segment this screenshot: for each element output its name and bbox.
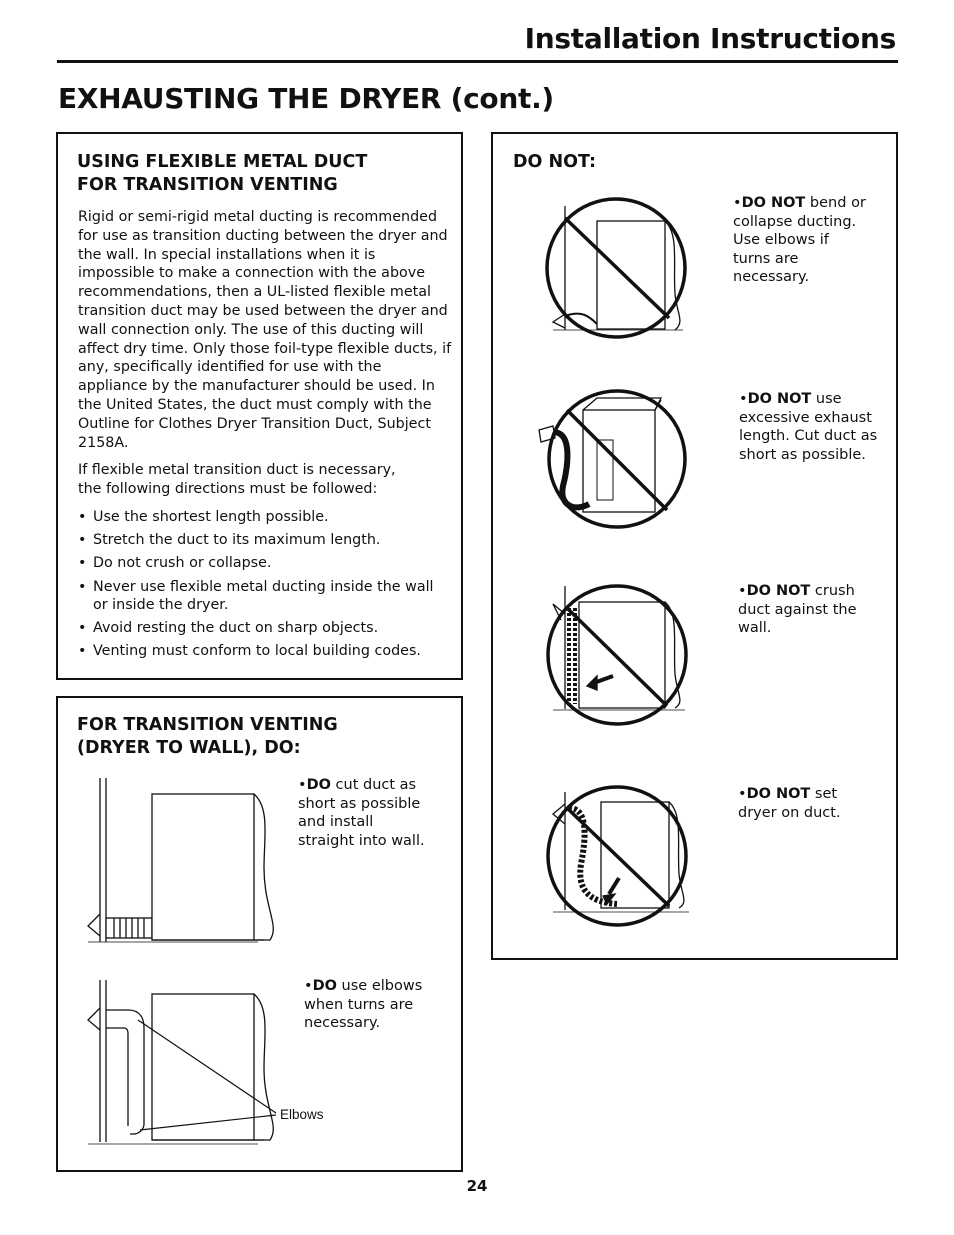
- page-header-title: Installation Instructions: [524, 22, 896, 55]
- page-number: 24: [466, 1177, 488, 1195]
- do-item-2: •DO use elbows when turns are necessary.: [304, 978, 423, 1032]
- do-not-item-1-text: bend or collapse ducting. Use elbows if turns are necessary.: [733, 195, 866, 286]
- flex-duct-paragraph-1: Rigid or semi-rigid metal ducting is recommended for use as transition ducting between the dryer and the wall. In special installations when it is impossible to make a connection with the above recommendations, then a UL-listed flexible metal transition duct may be used between the dryer and wall connection only. The use of this ducting will affect dry time. Only those foil-type flexible ducts, if any, specifically identified for use with the appliance by the manufacturer should be used. In the United States, the duct must comply with the Outline for Clothes Dryer Transition Duct, Subject 2158A.: [78, 209, 452, 451]
- do-not-item-2-text: use excessive exhaust length. Cut duct as short as possible.: [739, 391, 878, 463]
- flex-duct-box: [56, 132, 463, 680]
- do-not-item-4: •DO NOT set dryer on duct.: [738, 786, 841, 821]
- do-not-item-2: •DO NOT use excessive exhaust length. Cut duct as short as possible.: [739, 391, 878, 463]
- do-not-heading: DO NOT:: [513, 152, 596, 172]
- do-not-item-1-label: DO NOT: [741, 195, 806, 211]
- do-box-heading-line1: FOR TRANSITION VENTING: [77, 715, 338, 735]
- do-item-1: •DO cut duct as short as possible and install straight into wall.: [298, 777, 425, 849]
- elbows-label: Elbows: [280, 1107, 324, 1122]
- do-not-item-3-text: crush duct against the wall.: [738, 583, 857, 637]
- do-not-item-3-label: DO NOT: [746, 583, 811, 599]
- flex-duct-heading: [77, 151, 367, 197]
- do-not-item-3: •DO NOT crush duct against the wall.: [738, 583, 857, 637]
- header-rule: [57, 60, 898, 63]
- do-not-item-4-text: set dryer on duct.: [738, 786, 841, 821]
- do-item-1-label: DO: [306, 777, 331, 793]
- do-item-2-text: use elbows when turns are necessary.: [304, 978, 423, 1032]
- do-box-heading-line2: (DRYER TO WALL), DO:: [77, 738, 301, 758]
- flex-duct-heading-line2: FOR TRANSITION VENTING: [77, 175, 338, 195]
- list-item: • Stretch the duct to its maximum length.: [78, 531, 448, 549]
- do-box: [56, 696, 463, 1172]
- do-not-item-2-label: DO NOT: [747, 391, 812, 407]
- list-item: • Do not crush or collapse.: [78, 554, 448, 572]
- elbows-illustration: [58, 698, 465, 1174]
- do-not-box: [491, 132, 898, 960]
- section-title: EXHAUSTING THE DRYER (cont.): [58, 82, 554, 115]
- list-item: • Avoid resting the duct on sharp objects.: [78, 619, 448, 637]
- list-item: • Venting must conform to local building codes.: [78, 642, 448, 660]
- flex-duct-heading-line1: USING FLEXIBLE METAL DUCT: [77, 152, 368, 172]
- flex-duct-paragraph-2: If flexible metal transition duct is necessary, the following directions must be followed:: [78, 462, 396, 497]
- do-item-2-label: DO: [312, 978, 337, 994]
- do-item-1-text: cut duct as short as possible and install straight into wall.: [298, 777, 425, 849]
- do-not-item-4-label: DO NOT: [746, 786, 811, 802]
- do-not-item-1: •DO NOT bend or collapse ducting. Use elbows if turns are necessary.: [733, 195, 866, 286]
- flex-duct-bullet-list: [78, 508, 448, 665]
- list-item: • Use the shortest length possible.: [78, 508, 448, 526]
- list-item: • Never use flexible metal ducting inside the wall or inside the dryer.: [78, 578, 448, 614]
